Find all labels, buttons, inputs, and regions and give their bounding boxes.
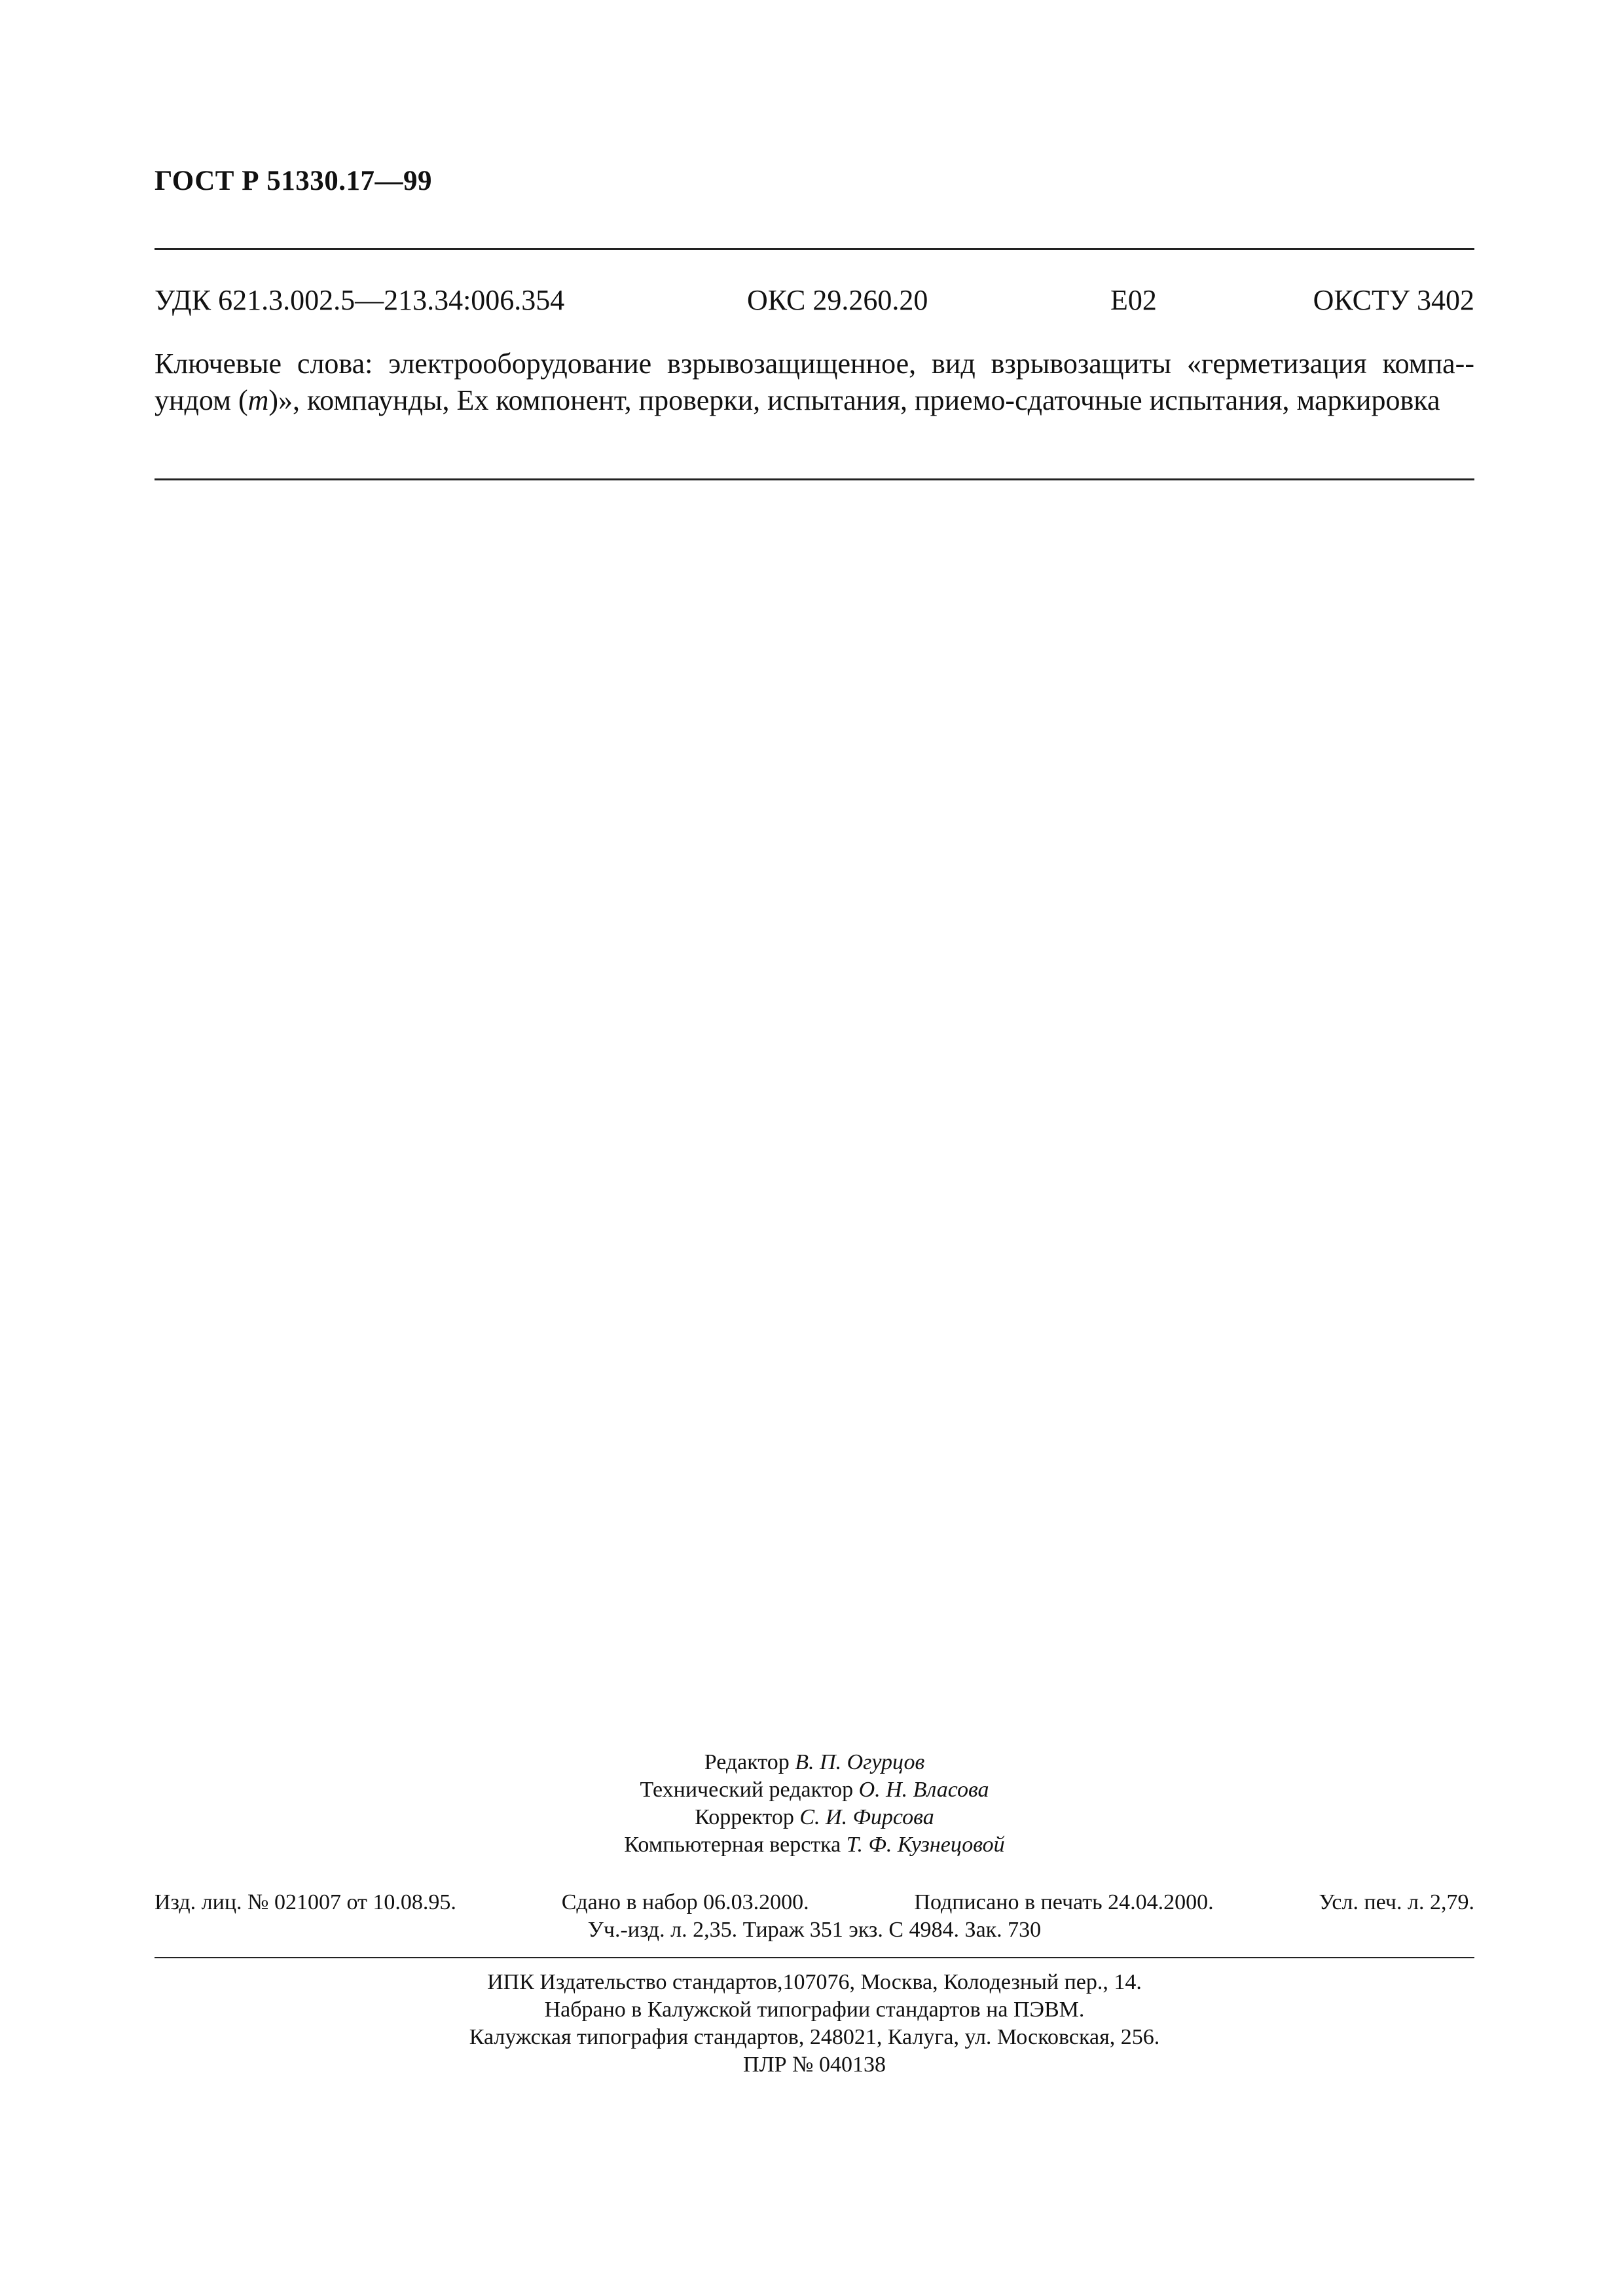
credit-layout: Компьютерная верстка Т. Ф. Кузнецовой [624, 1833, 1005, 1857]
printer-line-4: ПЛР № 040138 [743, 2053, 886, 2077]
udk-code: УДК 621.3.002.5—213.34:006.354 [155, 284, 565, 316]
credits-block [155, 1749, 1474, 1859]
imprint-sheets: Усл. печ. л. 2,79. [1319, 1890, 1474, 1914]
printer-line-1: ИПК Издательство стандартов,107076, Москва, Колодезный пер., 14. [487, 1970, 1142, 1994]
printer-line-2: Набрано в Калужской типографии стандартов на ПЭВМ. [544, 1998, 1085, 2022]
credit-corrector: Корректор С. И. Фирсова [695, 1805, 934, 1829]
document-header-title: ГОСТ Р 51330.17—99 [155, 166, 433, 196]
keywords-text-part1: Ключевые слова: электрооборудование взрывозащищенное, вид взрывозащиты «герметизация компа-ундом ( [155, 348, 1474, 416]
credit-editor: Редактор В. П. Огурцов [704, 1750, 925, 1774]
group-code: Е02 [1110, 284, 1157, 316]
keywords-divider [155, 478, 1474, 480]
printer-line-3: Калужская типография стандартов, 248021, Калуга, ул. Московская, 256. [469, 2025, 1160, 2049]
imprint-line-1 [155, 1889, 1474, 1916]
imprint-block [155, 1889, 1474, 1944]
keywords-paragraph [155, 346, 1474, 419]
imprint-license: Изд. лиц. № 021007 от 10.08.95. [155, 1890, 456, 1914]
imprint-line-2: Уч.-изд. л. 2,35. Тираж 351 экз. С 4984. Зак. 730 [587, 1918, 1042, 1942]
imprint-divider [155, 1957, 1474, 1958]
okstu-code: ОКСТУ 3402 [1313, 284, 1474, 316]
imprint-signed: Подписано в печать 24.04.2000. [914, 1890, 1214, 1914]
imprint-sent: Сдано в набор 06.03.2000. [561, 1890, 809, 1914]
oks-code: ОКС 29.260.20 [747, 284, 928, 316]
credit-technical-editor: Технический редактор О. Н. Власова [640, 1778, 989, 1802]
classification-row [155, 283, 1474, 323]
keywords-text-part2: )», компаунды, Ex компонент, проверки, испытания, приемо-сдаточные испытания, маркировка [268, 384, 1440, 416]
printer-block [155, 1969, 1474, 2079]
top-divider [155, 248, 1474, 250]
keywords-italic-m: m [247, 384, 269, 416]
